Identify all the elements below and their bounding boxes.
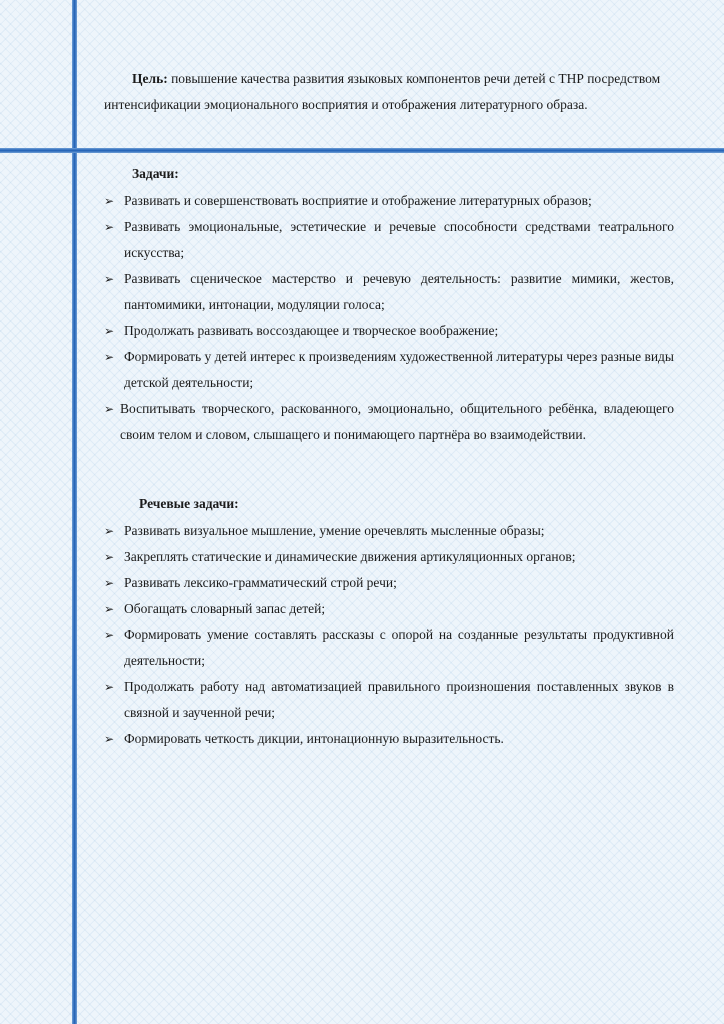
vertical-border-line (72, 0, 77, 1024)
arrow-bullet-icon: ➢ (104, 402, 115, 416)
task-item-text: Продолжать развивать воссоздающее и творческое воображение; (124, 323, 499, 338)
speech-task-item (104, 544, 674, 570)
goal-label: Цель: (132, 71, 168, 86)
speech-tasks-list (104, 518, 674, 752)
speech-task-item (104, 726, 674, 752)
task-item (104, 396, 674, 448)
arrow-bullet-icon: ➢ (104, 220, 115, 234)
task-item-text: Воспитывать творческого, раскованного, эмоционально, общительного ребёнка, владеющего своим телом и словом, слышащего и понимающего партнёра во взаимодействии. (120, 401, 674, 442)
speech-task-item (104, 570, 674, 596)
arrow-bullet-icon: ➢ (104, 602, 115, 616)
speech-task-item-text: Формировать четкость дикции, интонационную выразительность. (124, 731, 504, 746)
arrow-bullet-icon: ➢ (104, 732, 115, 746)
speech-task-item-text: Развивать лексико-грамматический строй речи; (124, 575, 397, 590)
task-item (104, 344, 674, 396)
task-item (104, 318, 674, 344)
speech-task-item (104, 596, 674, 622)
arrow-bullet-icon: ➢ (104, 194, 115, 208)
goal-paragraph (104, 66, 676, 118)
speech-task-item-text: Обогащать словарный запас детей; (124, 601, 326, 616)
tasks-list (104, 188, 674, 448)
speech-task-item-text: Развивать визуальное мышление, умение оречевлять мысленные образы; (124, 523, 545, 538)
speech-task-item-text: Продолжать работу над автоматизацией правильного произношения поставленных звуков в связной и заученной речи; (124, 679, 674, 720)
arrow-bullet-icon: ➢ (104, 628, 115, 642)
goal-text: повышение качества развития языковых компонентов речи детей с ТНР посредством интенсификации эмоционального восприятия и отображения литературного образа. (104, 71, 661, 112)
speech-task-item (104, 674, 674, 726)
task-item-text: Формировать у детей интерес к произведениям художественной литературы через разные виды детской деятельности; (124, 349, 674, 390)
speech-task-item-text: Формировать умение составлять рассказы с опорой на созданные результаты продуктивной деятельности; (124, 627, 674, 668)
tasks-heading: Задачи: (132, 166, 179, 181)
arrow-bullet-icon: ➢ (104, 350, 115, 364)
task-item (104, 214, 674, 266)
speech-task-item (104, 518, 674, 544)
arrow-bullet-icon: ➢ (104, 550, 115, 564)
task-item-text: Развивать эмоциональные, эстетические и речевые способности средствами театрального искусства; (124, 219, 674, 260)
horizontal-border-line (0, 148, 724, 153)
arrow-bullet-icon: ➢ (104, 324, 115, 338)
task-item (104, 266, 674, 318)
arrow-bullet-icon: ➢ (104, 272, 115, 286)
task-item-text: Развивать и совершенствовать восприятие и отображение литературных образов; (124, 193, 592, 208)
arrow-bullet-icon: ➢ (104, 680, 115, 694)
arrow-bullet-icon: ➢ (104, 524, 115, 538)
speech-task-item (104, 622, 674, 674)
speech-task-item-text: Закреплять статические и динамические движения артикуляционных органов; (124, 549, 576, 564)
speech-tasks-heading: Речевые задачи: (139, 496, 239, 511)
task-item (104, 188, 674, 214)
task-item-text: Развивать сценическое мастерство и речевую деятельность: развитие мимики, жестов, пантомимики, интонации, модуляции голоса; (124, 271, 674, 312)
arrow-bullet-icon: ➢ (104, 576, 115, 590)
